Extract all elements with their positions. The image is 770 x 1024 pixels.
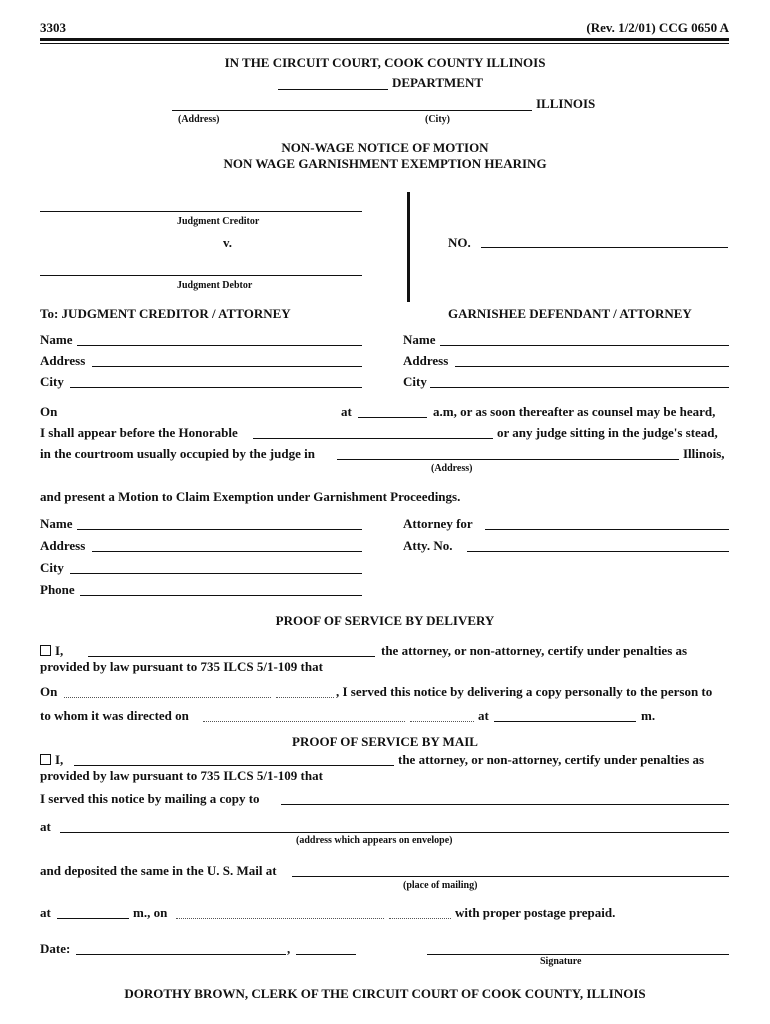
creditor-label: Judgment Creditor <box>177 216 260 227</box>
mail-at-label: at <box>40 819 51 834</box>
header-rule-thick <box>40 38 729 41</box>
creditor-address-label: Address <box>40 353 86 368</box>
mail-provided-text: provided by law pursuant to 735 ILCS 5/1-109 that <box>40 768 323 783</box>
delivery-checkbox-row <box>40 643 63 659</box>
movant-address-field[interactable] <box>92 551 362 552</box>
creditor-name-field[interactable] <box>77 345 362 346</box>
movant-phone-field[interactable] <box>80 595 362 596</box>
delivery-served-text: , I served this notice by delivering a copy personally to the person to <box>336 684 713 699</box>
mail-heading: PROOF OF SERVICE BY MAIL <box>292 734 478 749</box>
courtroom-text: in the courtroom usually occupied by the judge in <box>40 446 315 461</box>
appear-text: I shall appear before the Honorable <box>40 425 238 440</box>
delivery-m-label: m. <box>641 708 656 723</box>
delivery-directed-text: to whom it was directed on <box>40 708 189 723</box>
mail-year-field[interactable] <box>389 918 451 919</box>
debtor-label: Judgment Debtor <box>177 280 253 291</box>
mail-date-field[interactable] <box>176 918 384 919</box>
illinois-text: Illinois, <box>683 446 725 461</box>
delivery-on-label: On <box>40 684 58 699</box>
revision-code: (Rev. 1/2/01) CCG 0650 A <box>586 20 729 35</box>
signature-field[interactable] <box>427 954 729 955</box>
deposited-text: and deposited the same in the U. S. Mail at <box>40 863 277 878</box>
mail-i-label: I, <box>55 752 64 767</box>
movant-phone-label: Phone <box>40 582 75 597</box>
movant-address-label: Address <box>40 538 86 553</box>
movant-city-label: City <box>40 560 64 575</box>
form-number: 3303 <box>40 20 66 35</box>
document-title-line2: NON WAGE GARNISHMENT EXEMPTION HEARING <box>223 156 547 171</box>
movant-name-label: Name <box>40 516 73 531</box>
hearing-time-field[interactable] <box>358 417 427 418</box>
delivery-year-field[interactable] <box>276 697 334 698</box>
address-caption: (Address) <box>178 114 220 125</box>
department-field[interactable] <box>278 89 388 90</box>
delivery-date-field[interactable] <box>64 697 271 698</box>
garnishee-city-field[interactable] <box>430 387 729 388</box>
delivery-provided-text: provided by law pursuant to 735 ILCS 5/1-109 that <box>40 659 323 674</box>
delivery-time-field[interactable] <box>494 721 636 722</box>
mail-time-field[interactable] <box>57 918 129 919</box>
mail-served-text: I served this notice by mailing a copy to <box>40 791 260 806</box>
attorney-for-field[interactable] <box>485 529 729 530</box>
delivery-at-label: at <box>478 708 489 723</box>
department-label: DEPARTMENT <box>392 75 484 90</box>
movant-city-field[interactable] <box>70 573 362 574</box>
garnishee-address-field[interactable] <box>455 366 729 367</box>
delivery-certify-text: the attorney, or non-attorney, certify under penalties as <box>381 643 688 658</box>
courtroom-address-caption: (Address) <box>431 463 473 474</box>
garnishee-attorney-heading: GARNISHEE DEFENDANT / ATTORNEY <box>448 306 692 321</box>
creditor-field[interactable] <box>40 211 362 212</box>
header-rule-thin <box>40 43 729 44</box>
atty-no-field[interactable] <box>467 551 729 552</box>
garnishee-address-label: Address <box>403 353 449 368</box>
debtor-field[interactable] <box>40 275 362 276</box>
present-motion-text: and present a Motion to Claim Exemption under Garnishment Proceedings. <box>40 489 461 504</box>
hearing-time-text: a.m, or as soon thereafter as counsel may be heard, <box>433 404 716 419</box>
garnishee-name-label: Name <box>403 332 436 347</box>
on-label: On <box>40 404 58 419</box>
document-title-line1: NON-WAGE NOTICE OF MOTION <box>281 140 489 155</box>
mail-recipient-field[interactable] <box>281 804 729 805</box>
delivery-certifier-field[interactable] <box>88 656 375 657</box>
illinois-label: ILLINOIS <box>536 96 596 111</box>
delivery-heading: PROOF OF SERVICE BY DELIVERY <box>275 613 495 628</box>
delivery-directed-year-field[interactable] <box>410 721 474 722</box>
address-city-field[interactable] <box>172 110 532 111</box>
city-caption: (City) <box>425 114 450 125</box>
garnishee-city-label: City <box>403 374 427 389</box>
date-comma: , <box>287 941 291 956</box>
clerk-footer: DOROTHY BROWN, CLERK OF THE CIRCUIT COURT OF COOK COUNTY, ILLINOIS <box>124 986 646 1001</box>
envelope-address-field[interactable] <box>60 832 729 833</box>
delivery-checkbox[interactable] <box>40 645 51 656</box>
creditor-address-field[interactable] <box>92 366 362 367</box>
mail-certifier-field[interactable] <box>74 765 394 766</box>
atty-no-label: Atty. No. <box>403 538 453 553</box>
postage-text: with proper postage prepaid. <box>455 905 616 920</box>
court-title: IN THE CIRCUIT COURT, COOK COUNTY ILLINOIS <box>224 55 546 70</box>
judge-name-field[interactable] <box>253 438 493 439</box>
mail-m-on-label: m., on <box>133 905 168 920</box>
mail-certify-text: the attorney, or non-attorney, certify under penalties as <box>398 752 705 767</box>
attorney-for-label: Attorney for <box>403 516 473 531</box>
mailing-place-field[interactable] <box>292 876 729 877</box>
envelope-caption: (address which appears on envelope) <box>296 835 453 846</box>
creditor-name-label: Name <box>40 332 73 347</box>
any-judge-text: or any judge sitting in the judge's stead, <box>497 425 718 440</box>
creditor-attorney-heading: To: JUDGMENT CREDITOR / ATTORNEY <box>40 306 291 321</box>
mail-at2-label: at <box>40 905 51 920</box>
courtroom-address-field[interactable] <box>337 459 679 460</box>
date-label: Date: <box>40 941 71 956</box>
at-label: at <box>341 404 352 419</box>
mail-checkbox[interactable] <box>40 754 51 765</box>
delivery-i-label: I, <box>55 643 64 658</box>
case-no-field[interactable] <box>481 247 728 248</box>
signature-caption: Signature <box>540 956 582 967</box>
movant-name-field[interactable] <box>77 529 362 530</box>
date-year-field[interactable] <box>296 954 356 955</box>
place-caption: (place of mailing) <box>403 880 478 891</box>
creditor-city-label: City <box>40 374 64 389</box>
mail-checkbox-row <box>40 752 63 768</box>
date-field[interactable] <box>76 954 286 955</box>
case-no-label: NO. <box>448 235 471 250</box>
garnishee-name-field[interactable] <box>440 345 729 346</box>
delivery-directed-date-field[interactable] <box>203 721 405 722</box>
caption-divider <box>407 192 410 302</box>
creditor-city-field[interactable] <box>70 387 362 388</box>
versus-text: v. <box>223 235 233 250</box>
